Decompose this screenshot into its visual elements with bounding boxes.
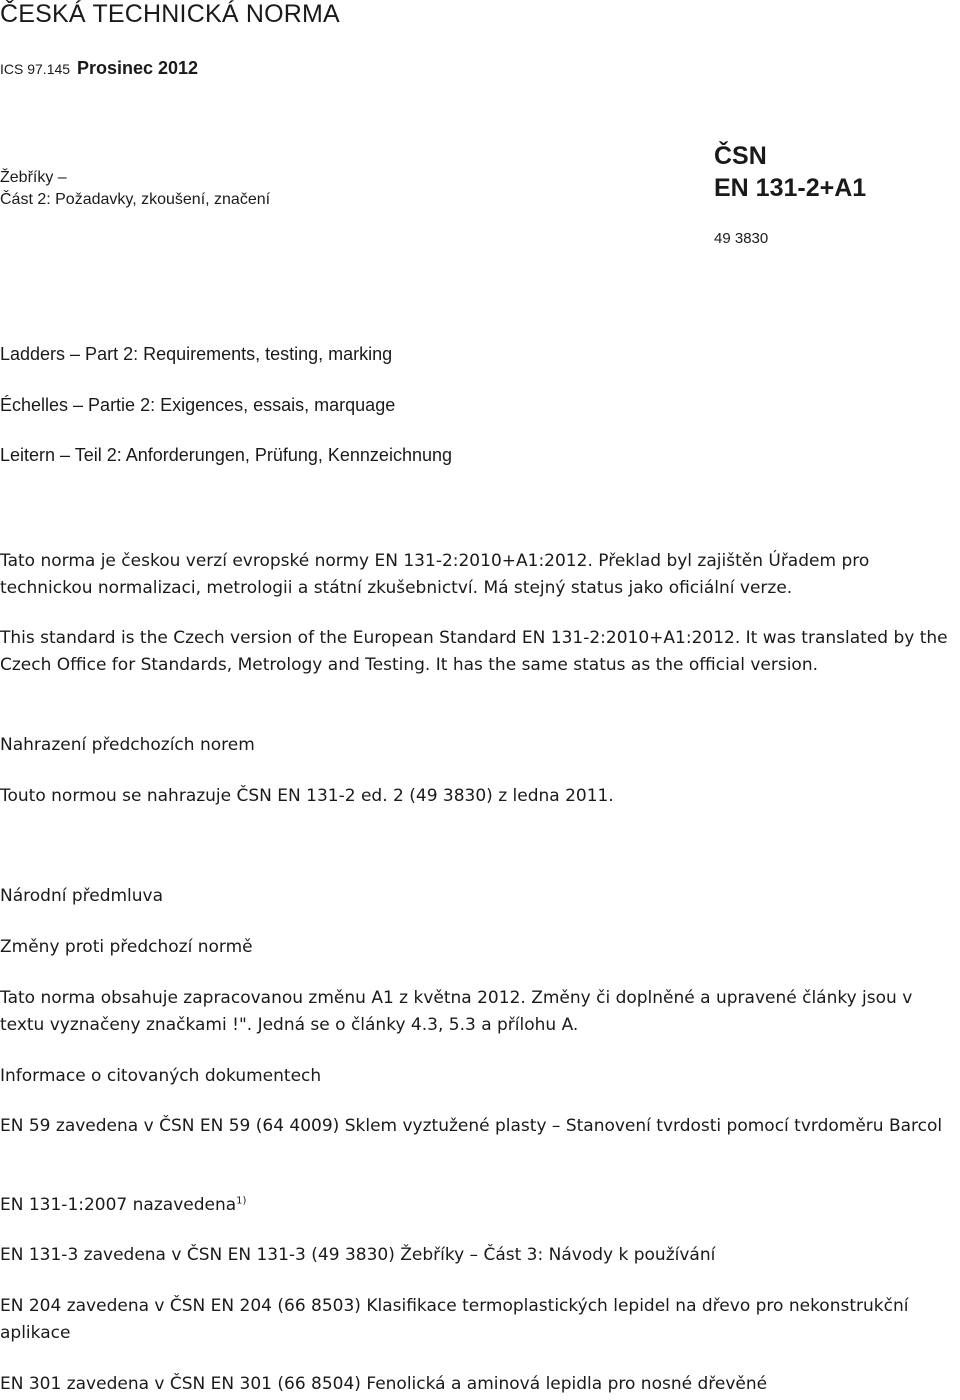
cited-document-item: EN 59 zavedena v ČSN EN 59 (64 4009) Sklem vyztužené plasty – Stanovení tvrdosti pomocí tvrdoměru Barcol: [0, 1116, 943, 1136]
footnote-reference: 1): [236, 1195, 247, 1207]
csn-label: ČSN: [714, 142, 767, 170]
title-german: Leitern – Teil 2: Anforderungen, Prüfung, Kennzeichnung: [0, 445, 452, 465]
ics-code: ICS 97.145: [0, 61, 71, 77]
cited-document-item: EN 204 zavedena v ČSN EN 204 (66 8503) Klasifikace termoplastických lepidel na dřevo pro nekonstrukční aplikace: [0, 1296, 909, 1343]
replacement-text: Touto normou se nahrazuje ČSN EN 131-2 ed. 2 (49 3830) z ledna 2011.: [0, 786, 614, 806]
changes-text: Tato norma obsahuje zapracovanou změnu A1 z května 2012. Změny či doplněné a upravené články jsou v textu vyznačeny značkami !". Jedná se o články 4.3, 5.3 a přílohu A.: [0, 988, 913, 1035]
cited-documents-heading: Informace o citovaných dokumentech: [0, 1066, 322, 1086]
publication-date: Prosinec 2012: [76, 58, 199, 78]
ics-date-line: [0, 58, 198, 79]
title-english: Ladders – Part 2: Requirements, testing, marking: [0, 344, 393, 364]
replacement-heading: Nahrazení předchozích norem: [0, 735, 255, 755]
document-title: ČESKÁ TECHNICKÁ NORMA: [0, 0, 340, 28]
cited-document-item: [0, 1192, 960, 1219]
changes-heading: Změny proti předchozí normě: [0, 937, 253, 957]
classification-number: 49 3830: [714, 230, 769, 247]
czech-title-line-2: Část 2: Požadavky, zkoušení, značení: [0, 191, 271, 208]
statement-czech: Tato norma je českou verzí evropské normy EN 131-2:2010+A1:2012. Překlad byl zajištěn Úřadem pro technickou normalizaci, metrologii a státní zkušebnictví. Má stejný status jako oficiální verze.: [0, 551, 870, 598]
cited-document-text: EN 131-1:2007 nazavedena: [0, 1195, 237, 1215]
foreword-heading: Národní předmluva: [0, 886, 164, 906]
cited-document-item: EN 131-3 zavedena v ČSN EN 131-3 (49 3830) Žebříky – Část 3: Návody k používání: [0, 1245, 716, 1265]
cited-document-item: EN 301 zavedena v ČSN EN 301 (66 8504) Fenolická a aminová lepidla pro nosné dřevěné: [0, 1374, 768, 1394]
czech-title-line-1: Žebříky –: [0, 169, 67, 186]
czech-title: [0, 167, 270, 211]
title-french: Échelles – Partie 2: Exigences, essais, marquage: [0, 395, 396, 415]
standard-number: EN 131-2+A1: [714, 174, 867, 202]
statement-english: This standard is the Czech version of the European Standard EN 131-2:2010+A1:2012. It was translated by the Czech Office for Standards, Metrology and Testing. It has the same status as the official version.: [0, 628, 948, 675]
